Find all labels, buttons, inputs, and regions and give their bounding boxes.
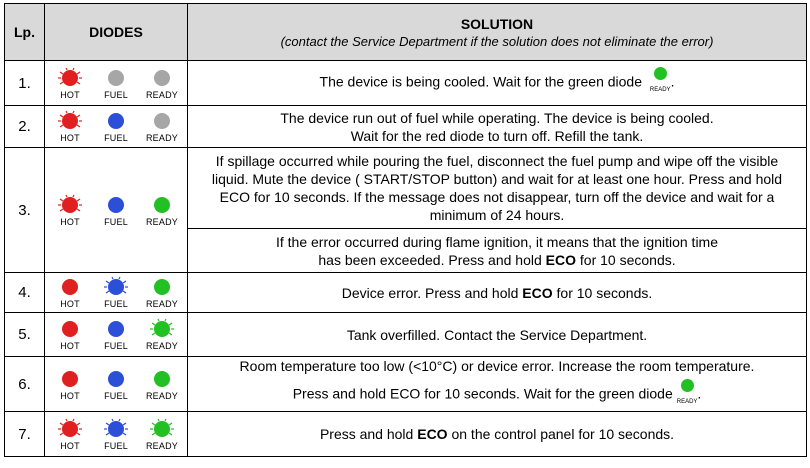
row-number: 3. [5,148,45,273]
diode-label: FUEL [104,299,128,309]
diode-label: READY [145,440,178,451]
ready-diode-icon [141,276,183,309]
ready-diode-icon [141,67,183,100]
diode-label: READY [145,89,178,100]
diode-set [45,273,188,313]
solution-text: Device error. Press and hold ECO for 10 seconds. [188,273,807,313]
fuel-diode-icon [95,418,137,451]
hot-diode-icon [49,67,91,100]
table-row [5,273,807,313]
diode-label: READY [145,299,178,309]
row-number: 4. [5,273,45,313]
ready-diode-icon [141,418,183,451]
table-row [5,313,807,357]
hot-diode-icon [49,110,91,143]
diode-label: HOT [60,299,80,309]
diode-label: FUEL [104,133,128,143]
fuel-diode-icon [95,318,137,351]
ready-diode-icon [141,318,183,351]
diode-label: HOT [60,440,80,451]
solution-text: Tank overfilled. Contact the Service Department. [188,313,807,357]
header-solution-note: (contact the Service Department if the solution does not eliminate the error) [280,33,714,49]
diode-label: FUEL [104,216,128,227]
hot-diode-icon [49,368,91,401]
fuel-diode-icon [95,110,137,143]
row-number: 2. [5,106,45,148]
hot-diode-icon [49,318,91,351]
solution-text: If spillage occurred while pouring the fuel, disconnect the fuel pump and wipe off the visible liquid. Mute the device ( START/STOP button) and wait for at least one hour. Press and hold ECO for 10 seconds. If the message does not disappear, turn off the device and wait for a minimum of 24 hours. [188,148,807,229]
table-row [5,148,807,229]
hot-diode-icon [49,194,91,227]
solution-text: If the error occurred during flame ignition, it means that the ignition time has been exceeded. Press and hold ECO for 10 seconds. [188,229,807,273]
diode-label: READY [145,133,178,143]
table-row [5,412,807,457]
ready-diode-icon [141,110,183,143]
diode-label: READY [145,390,178,401]
diode-label: FUEL [104,341,128,351]
diagnostics-table [4,3,807,457]
diode-set [45,412,188,457]
row-number: 5. [5,313,45,357]
ready-diode-icon [141,368,183,401]
header-solution-title: SOLUTION [460,15,534,32]
row-number: 7. [5,412,45,457]
diode-label: FUEL [104,440,128,451]
diode-set [45,148,188,273]
diode-label: READY [145,341,178,351]
diode-label: HOT [60,89,80,100]
row-number: 1. [5,61,45,106]
table-row [5,357,807,412]
diode-label: HOT [60,390,80,401]
table-row [5,61,807,106]
hot-diode-icon [49,276,91,309]
diode-label: FUEL [104,390,128,401]
solution-text: The device run out of fuel while operating. The device is being cooled. Wait for the red diode to turn off. Refill the tank. [188,106,807,148]
solution-text: Room temperature too low (<10°C) or device error. Increase the room temperature. Press and hold ECO for 10 seconds. Wait for the green diode READY . [188,357,807,412]
diode-label: HOT [60,216,80,227]
diode-label: READY [145,216,178,227]
green-diode-icon: READY [677,379,698,411]
header-diodes: DIODES [45,4,188,61]
fuel-diode-icon [95,276,137,309]
hot-diode-icon [49,418,91,451]
row-number: 6. [5,357,45,412]
header-lp: Lp. [5,4,45,61]
diode-set [45,106,188,148]
fuel-diode-icon [95,67,137,100]
ready-diode-icon [141,194,183,227]
fuel-diode-icon [95,194,137,227]
header-solution [188,4,807,61]
diode-set [45,313,188,357]
table-row [5,106,807,148]
solution-text: Press and hold ECO on the control panel for 10 seconds. [188,412,807,457]
solution-text: The device is being cooled. Wait for the green diode READY . [188,61,807,106]
diode-label: HOT [60,133,80,143]
header-row [5,4,807,61]
diode-label: HOT [60,341,80,351]
diode-set [45,61,188,106]
diode-label: FUEL [104,89,128,100]
diode-set [45,357,188,412]
green-diode-icon: READY [650,67,671,99]
fuel-diode-icon [95,368,137,401]
